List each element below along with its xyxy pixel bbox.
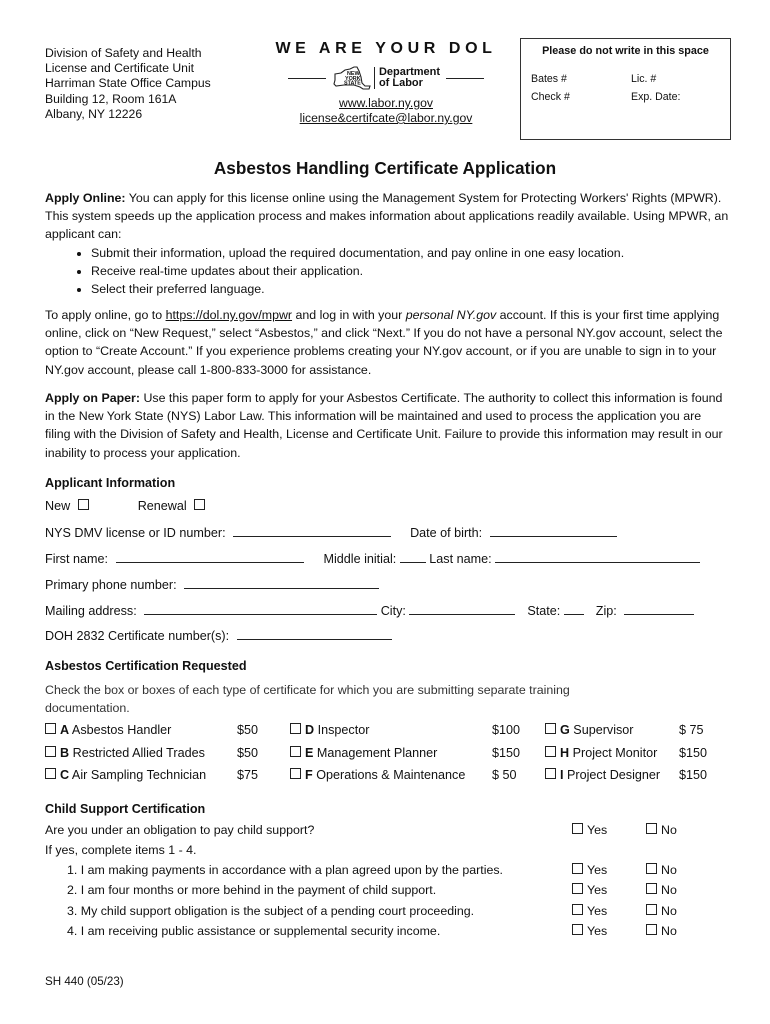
zip-field[interactable] xyxy=(624,602,694,615)
email-link[interactable]: license&certifcate@labor.ny.gov xyxy=(299,111,473,125)
bates-field: Bates # xyxy=(531,73,567,85)
zip-label: Zip: xyxy=(595,604,617,618)
q2-no-checkbox[interactable] xyxy=(646,883,657,894)
apply-online-label: Apply Online: xyxy=(45,191,126,205)
cert-name: Project Designer xyxy=(567,768,661,782)
cert-f-checkbox[interactable] xyxy=(290,768,301,779)
applicant-capabilities-list xyxy=(45,244,730,299)
state-label: State: xyxy=(527,604,561,618)
certification-heading: Asbestos Certification Requested xyxy=(45,659,247,673)
q3-yes[interactable] xyxy=(572,904,607,918)
dept-line: Department xyxy=(378,66,441,78)
cert-fee: $150 xyxy=(679,746,708,760)
list-item: • Receive real-time updates about their application. xyxy=(91,262,730,280)
apply-online-text: You can apply for this license online using the Management System for Protecting Workers' Rights (MPWR). This system speeds up the application process and makes information about applications readily available. Using MPWR, an applicant can: xyxy=(45,191,729,242)
cert-name: Inspector xyxy=(317,723,370,737)
first-name-label: First name: xyxy=(45,552,108,566)
instruction-emphasis: personal NY.gov xyxy=(405,308,497,322)
q0-yes[interactable] xyxy=(572,823,607,837)
cert-option-f[interactable] xyxy=(290,768,465,782)
instruction-text: To apply online, go to xyxy=(45,308,166,322)
q4-yes[interactable] xyxy=(572,924,607,938)
child-support-instruction: If yes, complete items 1 - 4. xyxy=(45,843,197,857)
online-instructions xyxy=(45,306,730,379)
cert-fee: $50 xyxy=(237,723,259,737)
cert-letter: B xyxy=(60,746,70,760)
instruction-text: account. If this is your first time applying online, click on “New Request,” select “Asbestos,” and click “Next.” If you do not have a personal NY.gov account, select the option to “Create Account.” If you experience problems creating your NY.gov account, or if you are unable to sign in to your NY.gov account, please call 1-800-833-3000 for assistance. xyxy=(45,308,723,377)
no-label: No xyxy=(661,904,677,918)
cert-i-checkbox[interactable] xyxy=(545,768,556,779)
cert-name: Supervisor xyxy=(573,723,634,737)
q3-no-checkbox[interactable] xyxy=(646,904,657,915)
cert-fee: $ 75 xyxy=(679,723,704,737)
cert-option-h[interactable] xyxy=(545,746,657,760)
state-word: STATE xyxy=(343,80,361,87)
state-word: NEW xyxy=(346,71,360,77)
q4-yes-checkbox[interactable] xyxy=(572,924,583,935)
address-row xyxy=(45,602,694,618)
ny-state-map-icon xyxy=(332,65,372,91)
cert-g-checkbox[interactable] xyxy=(545,723,556,734)
cert-name: Project Monitor xyxy=(572,746,658,760)
phone-label: Primary phone number: xyxy=(45,578,177,592)
cert-c-checkbox[interactable] xyxy=(45,768,56,779)
cert-letter: A xyxy=(60,723,70,737)
cert-letter: G xyxy=(560,723,570,737)
q3-yes-checkbox[interactable] xyxy=(572,904,583,915)
child-support-item: 3. My child support obligation is the subject of a pending court proceeding. xyxy=(67,904,475,918)
dol-logo xyxy=(268,64,504,92)
cert-option-b[interactable] xyxy=(45,746,205,760)
child-support-item: 1. I am making payments in accordance with a plan agreed upon by the parties. xyxy=(67,863,503,877)
list-item: • Submit their information, upload the required documentation, and pay online in one easy location. xyxy=(91,244,730,262)
q0-no-checkbox[interactable] xyxy=(646,823,657,834)
dmv-field[interactable] xyxy=(233,524,391,537)
cert-letter: H xyxy=(560,746,570,760)
cert-option-e[interactable] xyxy=(290,746,437,760)
contact-links xyxy=(268,96,504,126)
q1-no-checkbox[interactable] xyxy=(646,863,657,874)
q1-yes[interactable] xyxy=(572,863,607,877)
middle-initial-label: Middle initial: xyxy=(323,552,397,566)
cert-letter: F xyxy=(305,768,313,782)
mpwr-link[interactable]: https://dol.ny.gov/mpwr xyxy=(165,308,293,322)
cert-fee: $75 xyxy=(237,768,259,782)
cert-fee: $ 50 xyxy=(492,768,517,782)
cert-a-checkbox[interactable] xyxy=(45,723,56,734)
cert-d-checkbox[interactable] xyxy=(290,723,301,734)
no-label: No xyxy=(661,863,677,877)
dmv-row xyxy=(45,524,617,540)
exp-date-field: Exp. Date: xyxy=(631,91,681,103)
new-checkbox[interactable] xyxy=(78,499,89,510)
state-field[interactable] xyxy=(564,602,584,615)
cert-name: Asbestos Handler xyxy=(71,723,172,737)
new-label: New xyxy=(45,499,71,513)
last-name-label: Last name: xyxy=(429,552,492,566)
cert-name: Management Planner xyxy=(316,746,438,760)
divider xyxy=(446,78,484,79)
cert-letter: E xyxy=(305,746,314,760)
cert-letter: I xyxy=(560,768,564,782)
cert-option-d[interactable] xyxy=(290,723,369,737)
cert-option-c[interactable] xyxy=(45,768,206,782)
doh-row xyxy=(45,627,392,643)
renewal-label: Renewal xyxy=(137,499,187,513)
cert-fee: $100 xyxy=(492,723,521,737)
cert-option-g[interactable] xyxy=(545,723,634,737)
yes-label: Yes xyxy=(587,863,608,877)
child-support-item: 4. I am receiving public assistance or supplemental security income. xyxy=(67,924,441,938)
q0-no[interactable] xyxy=(646,823,677,837)
cert-option-a[interactable] xyxy=(45,723,171,737)
address-line: Building 12, Room 161A xyxy=(45,91,177,106)
q2-yes[interactable] xyxy=(572,883,607,897)
cert-e-checkbox[interactable] xyxy=(290,746,301,757)
applicant-info-heading: Applicant Information xyxy=(45,476,176,490)
cert-name: Operations & Maintenance xyxy=(316,768,466,782)
cert-name: Air Sampling Technician xyxy=(71,768,207,782)
q1-no[interactable] xyxy=(646,863,677,877)
website-link[interactable]: www.labor.ny.gov xyxy=(339,96,433,110)
divider xyxy=(288,78,326,79)
dept-line: of Labor xyxy=(378,77,423,89)
middle-initial-field[interactable] xyxy=(400,550,426,563)
mailing-address-label: Mailing address: xyxy=(45,604,137,618)
address-line: Harriman State Office Campus xyxy=(45,76,211,91)
city-field[interactable] xyxy=(409,602,515,615)
lic-field: Lic. # xyxy=(631,73,657,85)
cert-name: Restricted Allied Trades xyxy=(72,746,205,760)
cert-fee: $150 xyxy=(679,768,708,782)
form-number: SH 440 (05/23) xyxy=(45,975,124,988)
q1-yes-checkbox[interactable] xyxy=(572,863,583,874)
doh-label: DOH 2832 Certificate number(s): xyxy=(45,629,230,643)
dmv-label: NYS DMV license or ID number: xyxy=(45,526,226,540)
department-name xyxy=(374,67,440,89)
address-line: Division of Safety and Health xyxy=(45,46,202,60)
apply-paper-text: Use this paper form to apply for your Asbestos Certificate. The authority to collect this information is found in the New York State (NYS) Labor Law. This information will be maintained and used to process the application you are filing with the Division of Safety and Health, License and Certificate Unit. Failure to provide this information may result in our inability to process your application. xyxy=(45,391,723,460)
first-name-field[interactable] xyxy=(116,550,304,563)
instruction-text: and log in with your xyxy=(292,308,406,322)
last-name-field[interactable] xyxy=(495,550,700,563)
cert-fee: $150 xyxy=(492,746,521,760)
cert-h-checkbox[interactable] xyxy=(545,746,556,757)
city-label: City: xyxy=(380,604,406,618)
renewal-checkbox[interactable] xyxy=(194,499,205,510)
q4-no-checkbox[interactable] xyxy=(646,924,657,935)
mailing-address-field[interactable] xyxy=(144,602,377,615)
child-support-question: Are you under an obligation to pay child support? xyxy=(45,823,315,837)
yes-label: Yes xyxy=(587,924,608,938)
name-row xyxy=(45,550,700,566)
child-support-heading: Child Support Certification xyxy=(45,802,206,816)
q2-yes-checkbox[interactable] xyxy=(572,883,583,894)
cert-fee: $50 xyxy=(237,746,259,760)
q4-no[interactable] xyxy=(646,924,677,938)
office-use-box xyxy=(520,38,731,140)
cert-letter: D xyxy=(305,723,315,737)
application-type-row xyxy=(45,499,209,513)
state-word: YORK xyxy=(344,76,361,82)
tagline: WE ARE YOUR DOL xyxy=(275,40,497,57)
dob-label: Date of birth: xyxy=(410,526,483,540)
no-label: No xyxy=(661,924,677,938)
apply-online-section xyxy=(45,189,730,298)
q0-yes-checkbox[interactable] xyxy=(572,823,583,834)
no-label: No xyxy=(661,823,677,837)
address-line: Albany, NY 12226 xyxy=(45,106,143,121)
q2-no[interactable] xyxy=(646,883,677,897)
office-use-title: Please do not write in this space xyxy=(542,45,709,57)
q3-no[interactable] xyxy=(646,904,677,918)
agency-address xyxy=(45,46,211,122)
apply-paper-section xyxy=(45,389,730,462)
phone-row xyxy=(45,576,379,592)
yes-label: Yes xyxy=(587,883,608,897)
form-title: Asbestos Handling Certificate Application xyxy=(213,158,557,178)
yes-label: Yes xyxy=(587,823,608,837)
cert-b-checkbox[interactable] xyxy=(45,746,56,757)
dob-field[interactable] xyxy=(490,524,617,537)
address-line: License and Certificate Unit xyxy=(45,61,195,76)
check-field: Check # xyxy=(531,91,570,103)
phone-field[interactable] xyxy=(184,576,379,589)
cert-letter: C xyxy=(60,768,70,782)
apply-paper-label: Apply on Paper: xyxy=(45,391,141,405)
yes-label: Yes xyxy=(587,904,608,918)
list-item: • Select their preferred language. xyxy=(91,280,730,298)
dol-branding xyxy=(268,40,504,126)
child-support-item: 2. I am four months or more behind in the payment of child support. xyxy=(67,883,437,897)
doh-field[interactable] xyxy=(237,627,392,640)
cert-option-i[interactable] xyxy=(545,768,660,782)
certification-instructions: Check the box or boxes of each type of certificate for which you are submitting separate training documentation. xyxy=(45,683,570,716)
no-label: No xyxy=(661,883,677,897)
